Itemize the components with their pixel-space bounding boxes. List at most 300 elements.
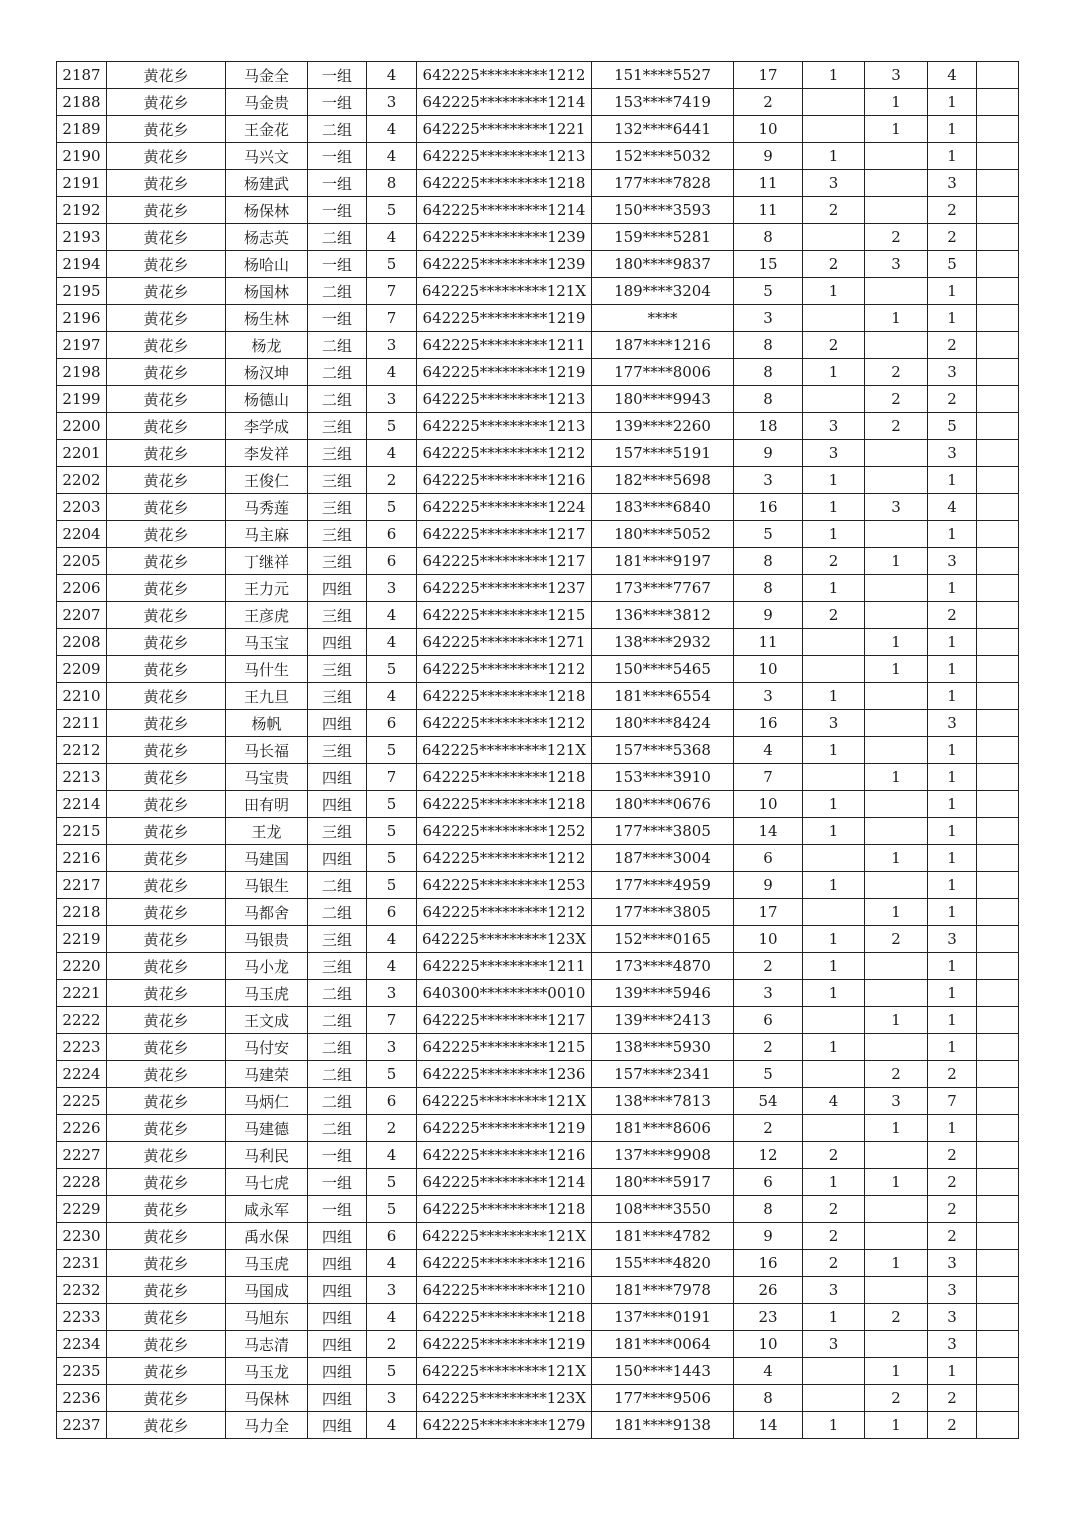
cell-total: 7 [928, 1088, 977, 1115]
cell-phone: 138****5930 [592, 1034, 734, 1061]
cell-remark [977, 89, 1019, 116]
cell-group: 二组 [308, 386, 367, 413]
cell-id-number: 642225*********1215 [417, 1034, 592, 1061]
cell-township: 黄花乡 [107, 1277, 226, 1304]
cell-remark [977, 845, 1019, 872]
cell-count-a: 5 [734, 1061, 803, 1088]
cell-group: 四组 [308, 1277, 367, 1304]
cell-group: 三组 [308, 548, 367, 575]
cell-id-number: 642225*********121X [417, 1223, 592, 1250]
table-row [57, 737, 1019, 764]
cell-total: 3 [928, 359, 977, 386]
cell-count-c [865, 1196, 928, 1223]
cell-count-a: 3 [734, 467, 803, 494]
cell-count-c [865, 710, 928, 737]
cell-group: 二组 [308, 1088, 367, 1115]
cell-count-a: 8 [734, 548, 803, 575]
table-row [57, 1088, 1019, 1115]
cell-name: 马秀莲 [226, 494, 308, 521]
cell-count-a: 8 [734, 359, 803, 386]
cell-id-number: 642225*********1213 [417, 143, 592, 170]
cell-count-a: 8 [734, 1196, 803, 1223]
cell-township: 黄花乡 [107, 1331, 226, 1358]
table-row [57, 143, 1019, 170]
cell-phone: 177****3805 [592, 818, 734, 845]
cell-count-b: 1 [803, 278, 865, 305]
cell-township: 黄花乡 [107, 899, 226, 926]
cell-phone: 153****3910 [592, 764, 734, 791]
cell-household-size: 7 [367, 305, 417, 332]
cell-group: 三组 [308, 413, 367, 440]
cell-count-b: 1 [803, 359, 865, 386]
cell-count-a: 8 [734, 575, 803, 602]
cell-count-a: 9 [734, 872, 803, 899]
cell-remark [977, 1223, 1019, 1250]
table-row [57, 602, 1019, 629]
cell-count-c: 1 [865, 305, 928, 332]
cell-name: 王金花 [226, 116, 308, 143]
cell-total: 2 [928, 1142, 977, 1169]
cell-phone: 182****5698 [592, 467, 734, 494]
cell-name: 马小龙 [226, 953, 308, 980]
cell-seq-no: 2188 [57, 89, 107, 116]
cell-count-c [865, 521, 928, 548]
cell-count-c [865, 1034, 928, 1061]
table-row [57, 1358, 1019, 1385]
cell-household-size: 3 [367, 1385, 417, 1412]
cell-count-a: 26 [734, 1277, 803, 1304]
cell-name: 王俊仁 [226, 467, 308, 494]
cell-household-size: 5 [367, 1061, 417, 1088]
cell-group: 二组 [308, 1115, 367, 1142]
cell-group: 三组 [308, 602, 367, 629]
cell-count-a: 11 [734, 170, 803, 197]
cell-count-a: 16 [734, 710, 803, 737]
cell-remark [977, 305, 1019, 332]
cell-phone: 187****3004 [592, 845, 734, 872]
cell-id-number: 642225*********1217 [417, 521, 592, 548]
cell-count-b [803, 1007, 865, 1034]
cell-total: 1 [928, 629, 977, 656]
cell-count-c: 1 [865, 548, 928, 575]
cell-id-number: 642225*********1211 [417, 953, 592, 980]
cell-remark [977, 791, 1019, 818]
cell-group: 四组 [308, 1250, 367, 1277]
cell-name: 马国成 [226, 1277, 308, 1304]
cell-count-a: 17 [734, 899, 803, 926]
cell-seq-no: 2224 [57, 1061, 107, 1088]
cell-count-c [865, 1142, 928, 1169]
table-row [57, 1142, 1019, 1169]
cell-household-size: 5 [367, 656, 417, 683]
cell-name: 丁继祥 [226, 548, 308, 575]
cell-seq-no: 2236 [57, 1385, 107, 1412]
cell-household-size: 4 [367, 926, 417, 953]
cell-remark [977, 494, 1019, 521]
cell-total: 3 [928, 170, 977, 197]
cell-township: 黄花乡 [107, 764, 226, 791]
cell-phone: 157****2341 [592, 1061, 734, 1088]
cell-count-b: 3 [803, 710, 865, 737]
cell-group: 三组 [308, 521, 367, 548]
cell-count-c [865, 467, 928, 494]
cell-household-size: 4 [367, 143, 417, 170]
cell-phone: 183****6840 [592, 494, 734, 521]
table-row [57, 953, 1019, 980]
cell-group: 三组 [308, 440, 367, 467]
cell-id-number: 642225*********1218 [417, 1196, 592, 1223]
cell-name: 李学成 [226, 413, 308, 440]
cell-total: 1 [928, 1007, 977, 1034]
cell-household-size: 5 [367, 494, 417, 521]
cell-phone: 173****7767 [592, 575, 734, 602]
cell-id-number: 642225*********1219 [417, 1331, 592, 1358]
cell-total: 3 [928, 548, 977, 575]
cell-group: 二组 [308, 116, 367, 143]
cell-remark [977, 764, 1019, 791]
table-row [57, 494, 1019, 521]
cell-name: 马主麻 [226, 521, 308, 548]
cell-household-size: 6 [367, 521, 417, 548]
cell-count-a: 2 [734, 89, 803, 116]
cell-township: 黄花乡 [107, 926, 226, 953]
cell-name: 王文成 [226, 1007, 308, 1034]
cell-id-number: 642225*********1218 [417, 1304, 592, 1331]
cell-name: 马长福 [226, 737, 308, 764]
cell-count-b [803, 1358, 865, 1385]
cell-remark [977, 1358, 1019, 1385]
cell-id-number: 642225*********1218 [417, 791, 592, 818]
cell-remark [977, 1061, 1019, 1088]
cell-remark [977, 548, 1019, 575]
cell-phone: 181****6554 [592, 683, 734, 710]
cell-count-a: 2 [734, 953, 803, 980]
cell-township: 黄花乡 [107, 1385, 226, 1412]
cell-total: 1 [928, 764, 977, 791]
cell-total: 2 [928, 197, 977, 224]
cell-household-size: 4 [367, 1250, 417, 1277]
cell-id-number: 642225*********1216 [417, 1250, 592, 1277]
cell-phone: 180****8424 [592, 710, 734, 737]
cell-phone: 155****4820 [592, 1250, 734, 1277]
cell-count-a: 9 [734, 143, 803, 170]
cell-township: 黄花乡 [107, 1196, 226, 1223]
cell-count-b: 1 [803, 1304, 865, 1331]
cell-phone: 151****5527 [592, 62, 734, 89]
cell-remark [977, 872, 1019, 899]
cell-phone: 152****5032 [592, 143, 734, 170]
cell-township: 黄花乡 [107, 413, 226, 440]
cell-count-c [865, 818, 928, 845]
cell-id-number: 642225*********121X [417, 278, 592, 305]
cell-count-b: 2 [803, 1142, 865, 1169]
cell-total: 1 [928, 737, 977, 764]
cell-count-b: 1 [803, 791, 865, 818]
table-row [57, 89, 1019, 116]
cell-count-c [865, 602, 928, 629]
cell-name: 马玉龙 [226, 1358, 308, 1385]
cell-id-number: 642225*********1219 [417, 1115, 592, 1142]
cell-seq-no: 2197 [57, 332, 107, 359]
cell-group: 三组 [308, 683, 367, 710]
cell-household-size: 4 [367, 629, 417, 656]
cell-remark [977, 1034, 1019, 1061]
cell-count-a: 10 [734, 656, 803, 683]
cell-household-size: 5 [367, 872, 417, 899]
cell-id-number: 642225*********1213 [417, 386, 592, 413]
cell-seq-no: 2232 [57, 1277, 107, 1304]
cell-name: 马都舍 [226, 899, 308, 926]
cell-count-a: 16 [734, 494, 803, 521]
cell-total: 2 [928, 1412, 977, 1439]
cell-phone: 136****3812 [592, 602, 734, 629]
cell-household-size: 6 [367, 548, 417, 575]
table-row [57, 1061, 1019, 1088]
cell-household-size: 6 [367, 1088, 417, 1115]
cell-household-size: 5 [367, 251, 417, 278]
cell-total: 2 [928, 1196, 977, 1223]
cell-count-a: 5 [734, 278, 803, 305]
table-row [57, 1331, 1019, 1358]
table-row [57, 386, 1019, 413]
table-row [57, 278, 1019, 305]
cell-id-number: 642225*********1218 [417, 683, 592, 710]
table-row [57, 764, 1019, 791]
cell-phone: 177****4959 [592, 872, 734, 899]
cell-group: 一组 [308, 305, 367, 332]
cell-count-b: 2 [803, 602, 865, 629]
cell-seq-no: 2219 [57, 926, 107, 953]
cell-group: 一组 [308, 1169, 367, 1196]
cell-remark [977, 602, 1019, 629]
cell-count-b [803, 305, 865, 332]
cell-count-c [865, 143, 928, 170]
cell-seq-no: 2220 [57, 953, 107, 980]
cell-id-number: 640300*********0010 [417, 980, 592, 1007]
cell-count-c [865, 980, 928, 1007]
cell-phone: 177****3805 [592, 899, 734, 926]
cell-count-c [865, 791, 928, 818]
cell-name: 杨保林 [226, 197, 308, 224]
cell-name: 杨志英 [226, 224, 308, 251]
cell-township: 黄花乡 [107, 1169, 226, 1196]
table-row [57, 170, 1019, 197]
cell-total: 4 [928, 494, 977, 521]
cell-phone: 180****0676 [592, 791, 734, 818]
cell-household-size: 5 [367, 1358, 417, 1385]
cell-remark [977, 440, 1019, 467]
cell-group: 二组 [308, 1034, 367, 1061]
cell-group: 一组 [308, 170, 367, 197]
cell-seq-no: 2210 [57, 683, 107, 710]
cell-id-number: 642225*********1236 [417, 1061, 592, 1088]
cell-remark [977, 467, 1019, 494]
cell-seq-no: 2207 [57, 602, 107, 629]
cell-township: 黄花乡 [107, 89, 226, 116]
cell-remark [977, 1196, 1019, 1223]
cell-group: 四组 [308, 629, 367, 656]
cell-remark [977, 926, 1019, 953]
cell-remark [977, 143, 1019, 170]
cell-id-number: 642225*********1219 [417, 305, 592, 332]
cell-group: 一组 [308, 1196, 367, 1223]
table-row [57, 656, 1019, 683]
table-row [57, 1385, 1019, 1412]
cell-seq-no: 2203 [57, 494, 107, 521]
cell-total: 3 [928, 1331, 977, 1358]
cell-phone: 181****9138 [592, 1412, 734, 1439]
cell-township: 黄花乡 [107, 629, 226, 656]
cell-total: 1 [928, 791, 977, 818]
cell-count-c: 1 [865, 1007, 928, 1034]
cell-remark [977, 359, 1019, 386]
cell-phone: 177****7828 [592, 170, 734, 197]
cell-seq-no: 2209 [57, 656, 107, 683]
cell-id-number: 642225*********1215 [417, 602, 592, 629]
cell-household-size: 3 [367, 1277, 417, 1304]
cell-township: 黄花乡 [107, 251, 226, 278]
cell-count-b [803, 629, 865, 656]
table-row [57, 116, 1019, 143]
cell-seq-no: 2212 [57, 737, 107, 764]
cell-count-a: 10 [734, 116, 803, 143]
cell-household-size: 3 [367, 575, 417, 602]
cell-township: 黄花乡 [107, 710, 226, 737]
cell-count-b: 2 [803, 548, 865, 575]
cell-phone: 159****5281 [592, 224, 734, 251]
cell-name: 马玉虎 [226, 1250, 308, 1277]
cell-count-b: 3 [803, 1277, 865, 1304]
cell-count-b: 2 [803, 197, 865, 224]
cell-seq-no: 2190 [57, 143, 107, 170]
cell-total: 1 [928, 899, 977, 926]
cell-seq-no: 2221 [57, 980, 107, 1007]
cell-group: 四组 [308, 791, 367, 818]
cell-name: 马力全 [226, 1412, 308, 1439]
cell-township: 黄花乡 [107, 1088, 226, 1115]
cell-seq-no: 2194 [57, 251, 107, 278]
cell-phone: 139****5946 [592, 980, 734, 1007]
cell-total: 1 [928, 1034, 977, 1061]
cell-phone: 180****5917 [592, 1169, 734, 1196]
cell-count-a: 4 [734, 737, 803, 764]
cell-count-c: 3 [865, 1088, 928, 1115]
cell-id-number: 642225*********1239 [417, 251, 592, 278]
cell-total: 3 [928, 1304, 977, 1331]
cell-household-size: 2 [367, 1115, 417, 1142]
cell-total: 1 [928, 575, 977, 602]
cell-id-number: 642225*********1216 [417, 1142, 592, 1169]
cell-total: 3 [928, 1250, 977, 1277]
table-body [57, 62, 1019, 1439]
cell-id-number: 642225*********1218 [417, 170, 592, 197]
cell-count-c [865, 1331, 928, 1358]
cell-count-a: 3 [734, 980, 803, 1007]
cell-count-a: 16 [734, 1250, 803, 1277]
cell-count-b: 1 [803, 494, 865, 521]
cell-total: 1 [928, 818, 977, 845]
cell-count-b [803, 116, 865, 143]
cell-phone: **** [592, 305, 734, 332]
cell-id-number: 642225*********123X [417, 926, 592, 953]
cell-seq-no: 2208 [57, 629, 107, 656]
cell-township: 黄花乡 [107, 1358, 226, 1385]
table-row [57, 521, 1019, 548]
cell-total: 2 [928, 1169, 977, 1196]
cell-remark [977, 197, 1019, 224]
cell-remark [977, 1277, 1019, 1304]
cell-count-c [865, 872, 928, 899]
cell-total: 3 [928, 926, 977, 953]
cell-township: 黄花乡 [107, 1412, 226, 1439]
cell-phone: 132****6441 [592, 116, 734, 143]
cell-remark [977, 278, 1019, 305]
cell-id-number: 642225*********1211 [417, 332, 592, 359]
cell-total: 1 [928, 953, 977, 980]
cell-group: 四组 [308, 1304, 367, 1331]
cell-count-b [803, 764, 865, 791]
cell-phone: 139****2260 [592, 413, 734, 440]
cell-count-c: 1 [865, 1115, 928, 1142]
cell-name: 禹水保 [226, 1223, 308, 1250]
cell-township: 黄花乡 [107, 1034, 226, 1061]
cell-household-size: 4 [367, 224, 417, 251]
table-row [57, 548, 1019, 575]
cell-phone: 153****7419 [592, 89, 734, 116]
cell-count-c [865, 575, 928, 602]
cell-count-a: 10 [734, 1331, 803, 1358]
cell-group: 四组 [308, 710, 367, 737]
cell-seq-no: 2231 [57, 1250, 107, 1277]
cell-township: 黄花乡 [107, 170, 226, 197]
cell-household-size: 4 [367, 359, 417, 386]
cell-household-size: 5 [367, 1196, 417, 1223]
table-row [57, 467, 1019, 494]
cell-group: 二组 [308, 278, 367, 305]
cell-township: 黄花乡 [107, 116, 226, 143]
cell-phone: 180****5052 [592, 521, 734, 548]
cell-name: 杨生林 [226, 305, 308, 332]
cell-count-b: 1 [803, 980, 865, 1007]
table-row [57, 305, 1019, 332]
cell-seq-no: 2211 [57, 710, 107, 737]
cell-remark [977, 521, 1019, 548]
cell-total: 1 [928, 656, 977, 683]
cell-remark [977, 1331, 1019, 1358]
cell-group: 二组 [308, 332, 367, 359]
cell-phone: 180****9837 [592, 251, 734, 278]
cell-seq-no: 2187 [57, 62, 107, 89]
cell-remark [977, 818, 1019, 845]
cell-group: 二组 [308, 224, 367, 251]
cell-township: 黄花乡 [107, 1061, 226, 1088]
cell-count-c: 1 [865, 1250, 928, 1277]
table-row [57, 251, 1019, 278]
cell-id-number: 642225*********1214 [417, 1169, 592, 1196]
cell-id-number: 642225*********1224 [417, 494, 592, 521]
cell-phone: 137****0191 [592, 1304, 734, 1331]
cell-household-size: 2 [367, 467, 417, 494]
cell-count-a: 15 [734, 251, 803, 278]
cell-household-size: 8 [367, 170, 417, 197]
cell-count-a: 18 [734, 413, 803, 440]
cell-household-size: 3 [367, 89, 417, 116]
table-row [57, 845, 1019, 872]
cell-township: 黄花乡 [107, 332, 226, 359]
cell-count-b: 1 [803, 467, 865, 494]
cell-remark [977, 710, 1019, 737]
cell-count-a: 17 [734, 62, 803, 89]
